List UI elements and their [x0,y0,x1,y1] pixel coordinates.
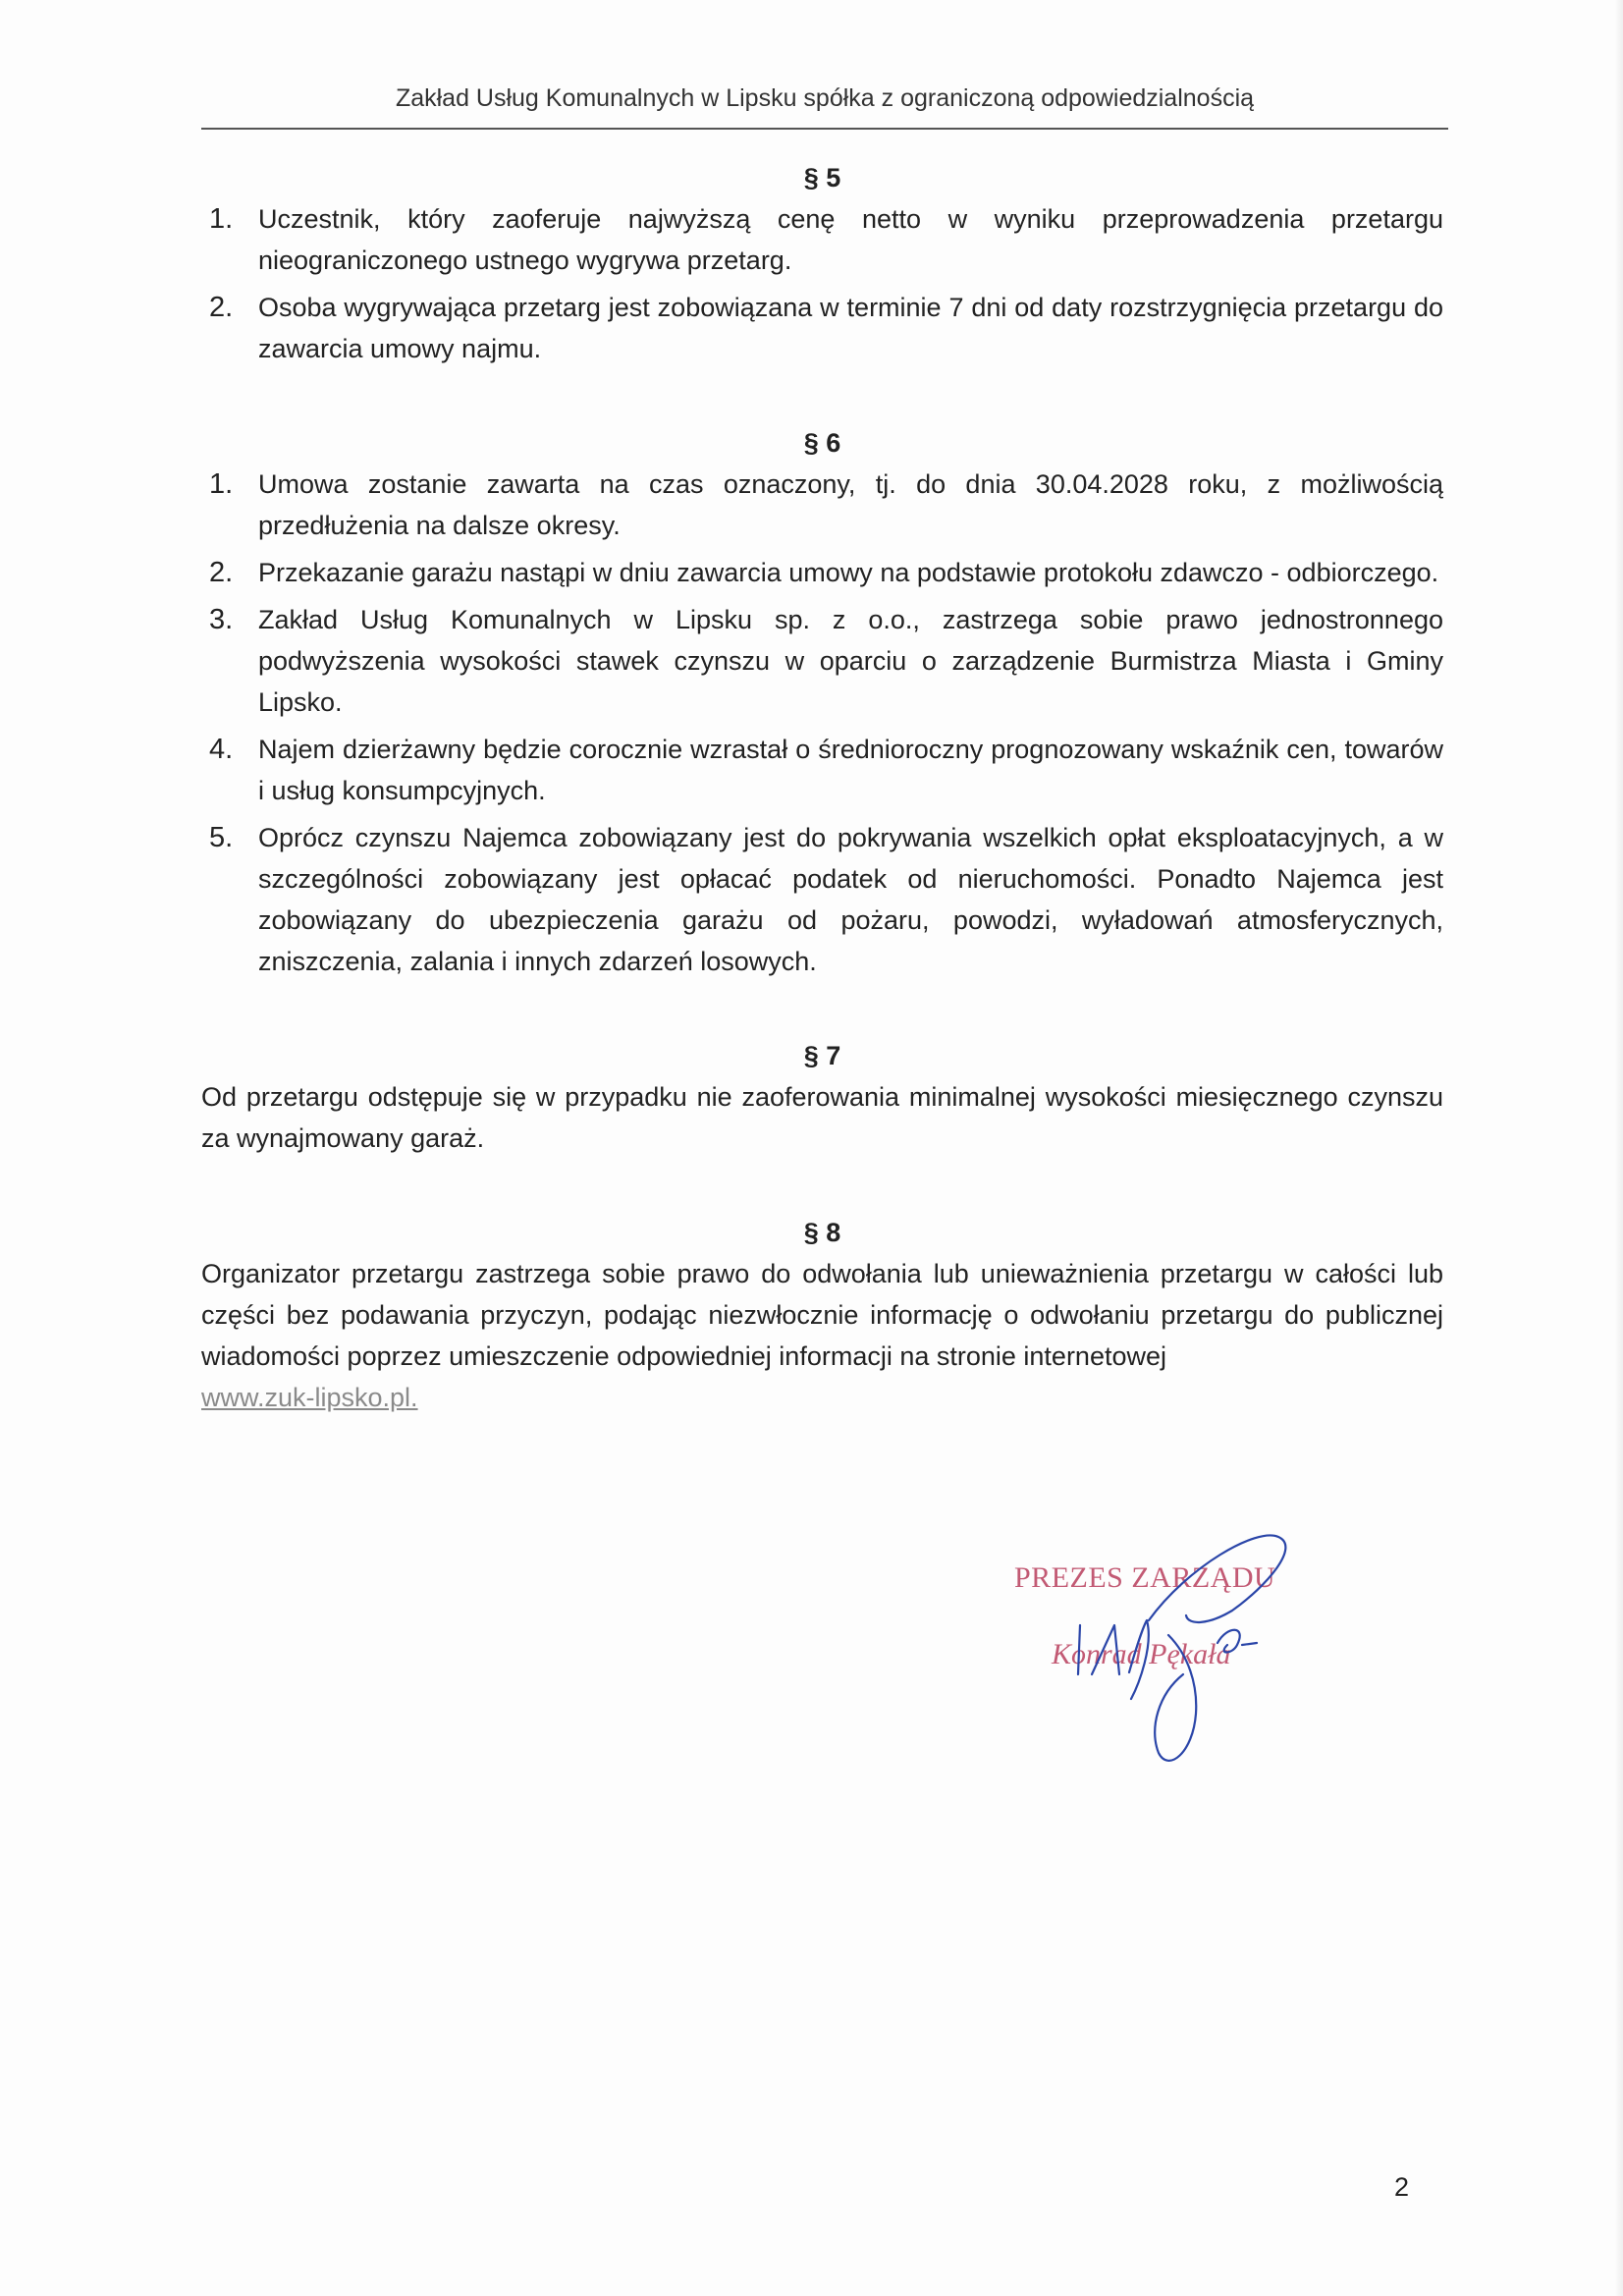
header-rule [201,128,1448,130]
stamp-title: PREZES ZARZĄDU [1014,1561,1276,1594]
document-body [201,157,1443,1418]
list-item-number: 2. [209,292,234,323]
stamp-name: Konrad Pękała [1052,1638,1231,1670]
list-item [201,287,1443,369]
website-link[interactable]: www.zuk-lipsko.pl. [201,1383,418,1412]
section-7-title: § 7 [803,1041,841,1070]
list-item [201,464,1443,546]
section-8-body: Organizator przetargu zastrzega sobie prawo do odwołania lub unieważnienia przetargu w całości lub części bez podawania przyczyn, podając niezwłocznie informację o odwołaniu przetargu do publicznej wiadomości poprzez umieszczenie odpowiedniej informacji na stronie internetowej [201,1259,1443,1371]
list-item-number: 4. [209,734,234,765]
list-item-text: Najem dzierżawny będzie corocznie wzrastał o średnioroczny prognozowany wskaźnik cen, towarów i usług konsumpcyjnych. [258,735,1443,805]
list-item-number: 2. [209,557,234,588]
section-5-title: § 5 [803,163,841,192]
page-number: 2 [1394,2172,1410,2202]
section-8-text [201,1253,1443,1418]
list-item [201,817,1443,982]
list-item-text: Przekazanie garażu nastąpi w dniu zawarcia umowy na podstawie protokołu zdawczo - odbiorczego. [258,558,1439,587]
list-item-text: Zakład Usług Komunalnych w Lipsku sp. z o.o., zastrzega sobie prawo jednostronnego podwyższenia wysokości stawek czynszu w oparciu o zarządzenie Burmistrza Miasta i Gminy Lipsko. [258,605,1443,717]
list-item-number: 3. [209,604,234,635]
list-item [201,552,1443,593]
section-5-list [201,198,1443,369]
list-item-number: 1. [209,203,234,235]
section-7-text: Od przetargu odstępuje się w przypadku nie zaoferowania minimalnej wysokości miesięcznego czynszu za wynajmowany garaż. [201,1082,1443,1153]
list-item-text: Osoba wygrywająca przetarg jest zobowiązana w terminie 7 dni od daty rozstrzygnięcia przetargu do zawarcia umowy najmu. [258,293,1443,363]
list-item-text: Oprócz czynszu Najemca zobowiązany jest do pokrywania wszelkich opłat eksploatacyjnych, a w szczególności zobowiązany jest opłacać podatek od nieruchomości. Ponadto Najemca jest zobowiązany do ubezpieczenia garażu od pożaru, powodzi, wyładowań atmosferycznych, zniszczenia, zalania i innych zdarzeń losowych. [258,823,1443,976]
section-6-title: § 6 [803,428,841,458]
list-item-text: Umowa zostanie zawarta na czas oznaczony, tj. do dnia 30.04.2028 roku, z możliwością przedłużenia na dalsze okresy. [258,469,1443,540]
page-edge-shadow [1615,0,1623,2296]
list-item-number: 1. [209,468,234,500]
handwritten-signature [1021,1527,1316,1792]
list-item-text: Uczestnik, który zaoferuje najwyższą cenę netto w wyniku przeprowadzenia przetargu nieograniczonego ustnego wygrywa przetarg. [258,204,1443,275]
list-item [201,729,1443,811]
list-item [201,599,1443,723]
list-item [201,198,1443,281]
list-item-number: 5. [209,822,234,853]
section-6-list [201,464,1443,982]
page-header: Zakład Usług Komunalnych w Lipsku spółka z ograniczoną odpowiedzialnością [395,84,1255,112]
section-8-title: § 8 [803,1218,841,1247]
